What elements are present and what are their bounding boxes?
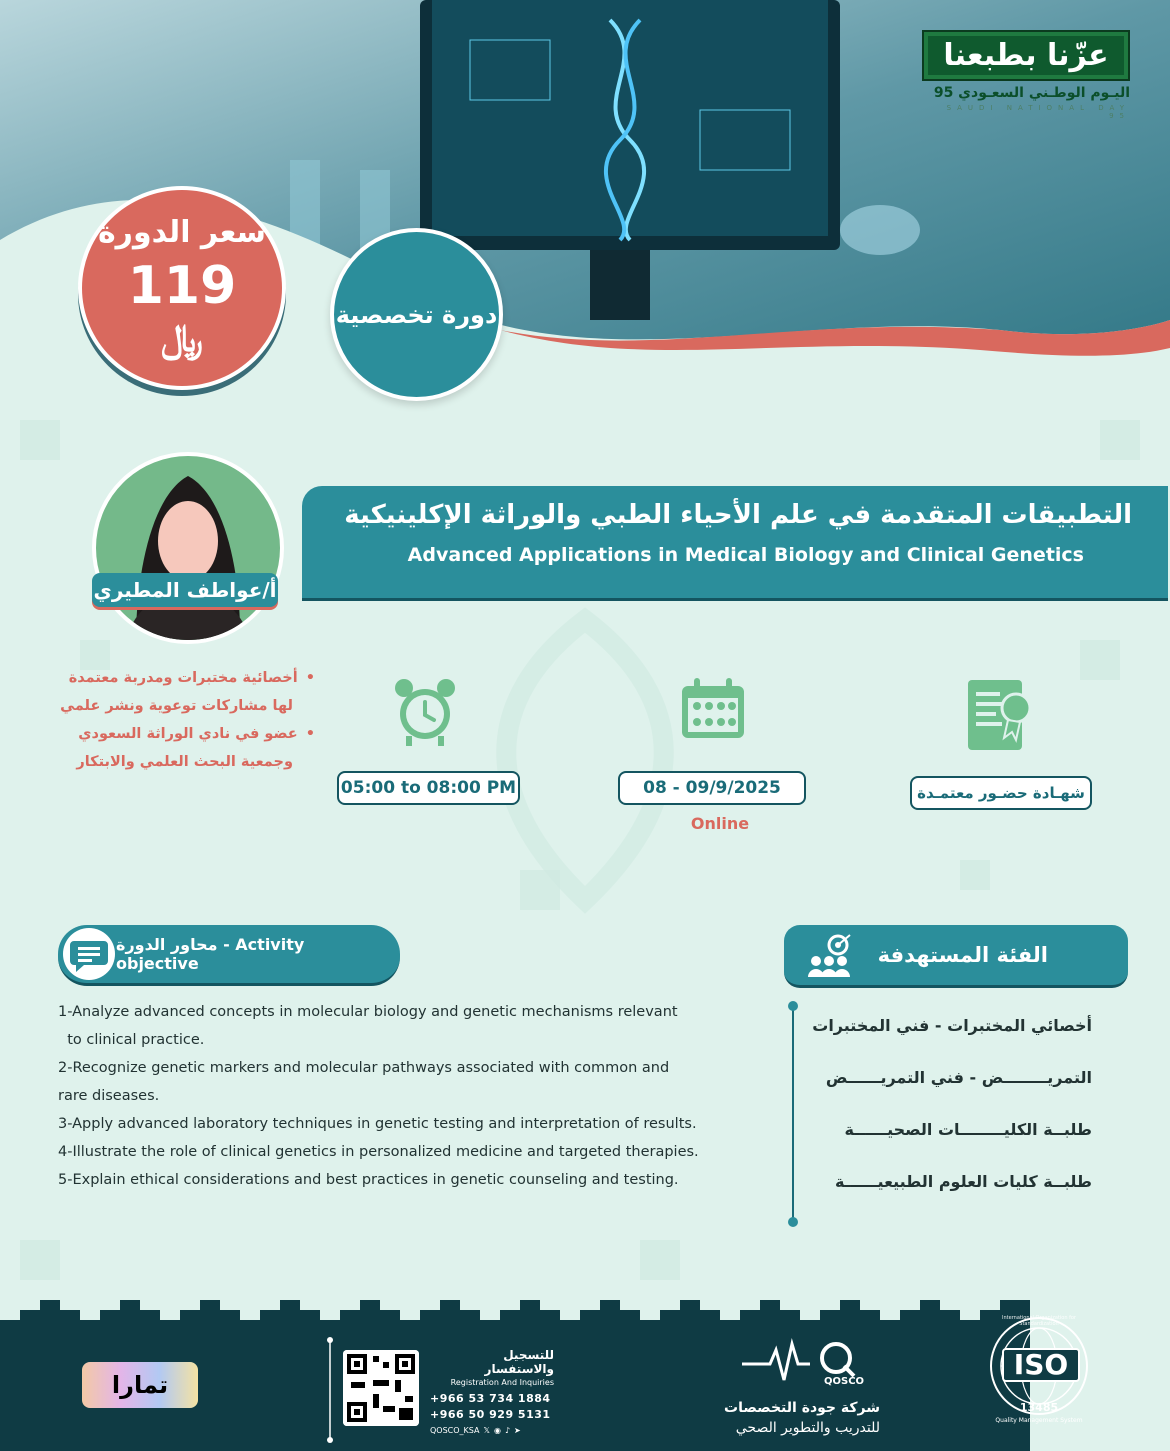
certificate-badge: شهـادة حضـور معتمـدة (910, 776, 1092, 810)
company-line2: للتدريب والتطوير الصحي (735, 1420, 880, 1436)
company-name (690, 1398, 880, 1438)
currency-icon: ﷼ (160, 316, 204, 360)
certificate-icon (966, 678, 1036, 752)
time-badge: 05:00 to 08:00 PM (337, 771, 520, 805)
social-row (430, 1424, 554, 1438)
price-badge (78, 186, 286, 390)
list-item: 3-Apply advanced laboratory techniques in genetic testing and interpretation of results. (58, 1116, 697, 1132)
chat-bubble-icon (62, 927, 116, 981)
registration-title-ar: للتسجيل والاستفسار (484, 1348, 554, 1376)
list-item: rare diseases. (58, 1088, 160, 1104)
course-title-en: Advanced Applications in Medical Biology and Clinical Genetics (407, 544, 1084, 566)
national-day-logo (922, 30, 1130, 120)
objectives-list (58, 998, 758, 1194)
trainer-bio (40, 664, 315, 776)
qosco-logo (740, 1336, 880, 1396)
timeline-dot-bottom (787, 1216, 799, 1228)
trainer-avatar (92, 452, 284, 644)
trainer-name: أ/عواطف المطيري (92, 573, 278, 607)
iso-badge (984, 1311, 1094, 1435)
iso-number: 13485 (1019, 1401, 1059, 1414)
bullet-icon: • (305, 726, 315, 742)
target-heading-label: الفئة المستهدفة (877, 943, 1048, 967)
list-item: 1-Analyze advanced concepts in molecular biology and genetic mechanisms relevant (58, 1004, 678, 1020)
mode-label: Online (690, 814, 750, 833)
telegram-icon[interactable]: ➤ (514, 1426, 521, 1435)
heartbeat-icon (740, 1336, 880, 1396)
phone-number[interactable]: +966 53 734 1884 (430, 1392, 551, 1405)
list-item: 2-Recognize genetic markers and molecular pathways associated with common and (58, 1060, 670, 1076)
timeline-dot-top (787, 1000, 799, 1012)
course-type-label: دورة تخصصية (335, 300, 498, 329)
course-type-badge (330, 228, 503, 401)
snapchat-icon[interactable]: ◉ (493, 1426, 501, 1435)
bullet-icon: • (305, 670, 315, 686)
company-line1: شركة جودة التخصصات (724, 1400, 880, 1416)
bio-item: •أخصائية مختبرات ومدربة معتمدة (68, 670, 315, 686)
national-day-subtitle-en: SAUDI NATIONAL DAY 95 (946, 104, 1130, 120)
price-label: سعر الدورة (97, 215, 267, 250)
calendar-icon (680, 678, 746, 740)
objectives-heading (58, 925, 400, 986)
course-title-bar (302, 486, 1168, 601)
course-title-ar: التطبيقات المتقدمة في علم الأحياء الطبي والوراثة الإكلينيكية (344, 500, 1132, 530)
list-item: to clinical practice. (58, 1032, 205, 1048)
iso-text: ISO (1002, 1348, 1080, 1382)
trainer-avatar-icon (96, 456, 280, 640)
target-list (812, 1000, 1092, 1208)
objectives-heading-label: محاور الدورة - Activity objective (116, 935, 305, 973)
bio-item-cont: لها مشاركات توعوية ونشر علمي (60, 698, 293, 714)
iso-ring-text: International Organization for Standardization (1002, 1315, 1076, 1327)
social-handle[interactable]: QOSCO_KSA (430, 1426, 480, 1435)
date-badge: 08 - 09/9/2025 (618, 771, 806, 805)
registration-info (430, 1348, 554, 1438)
qosco-text: QOSCO (824, 1376, 865, 1387)
list-item: التمريــــــــض - فني التمريــــــض (825, 1068, 1092, 1087)
iso-caption: Quality Management System (995, 1417, 1083, 1424)
bio-item-cont: وجمعية البحث العلمي والابتكار (76, 754, 293, 770)
list-item: طلبــة الكليــــــــات الصحيــــــة (844, 1120, 1092, 1139)
list-item: طلبــة كليات العلوم الطبيعيــــــة (835, 1172, 1092, 1191)
national-day-brand: عزّنا بطبعنا (922, 30, 1130, 81)
alarm-clock-icon (392, 676, 458, 746)
tamara-logo: تمارا (82, 1362, 198, 1408)
list-item: أخصائي المختبرات - فني المختبرات (812, 1016, 1092, 1035)
list-item: 4-Illustrate the role of clinical genetics in personalized medicine and targeted therapies. (58, 1144, 699, 1160)
tiktok-icon[interactable]: ♪ (504, 1426, 511, 1435)
bio-item: •عضو في نادي الوراثة السعودي (78, 726, 315, 742)
phone-number[interactable]: +966 50 929 5131 (430, 1408, 551, 1421)
x-icon[interactable]: 𝕏 (483, 1426, 490, 1435)
target-timeline (792, 1004, 794, 1222)
national-day-subtitle: اليـوم الوطـني السعـودي 95 (933, 85, 1130, 101)
qr-code-icon[interactable] (343, 1350, 419, 1426)
price-amount: 119 (127, 256, 237, 316)
target-heading (784, 925, 1128, 988)
target-audience-icon (802, 931, 856, 979)
list-item: 5-Explain ethical considerations and best practices in genetic counseling and testing. (58, 1172, 679, 1188)
registration-title-en: Registration And Inquiries (450, 1378, 554, 1387)
